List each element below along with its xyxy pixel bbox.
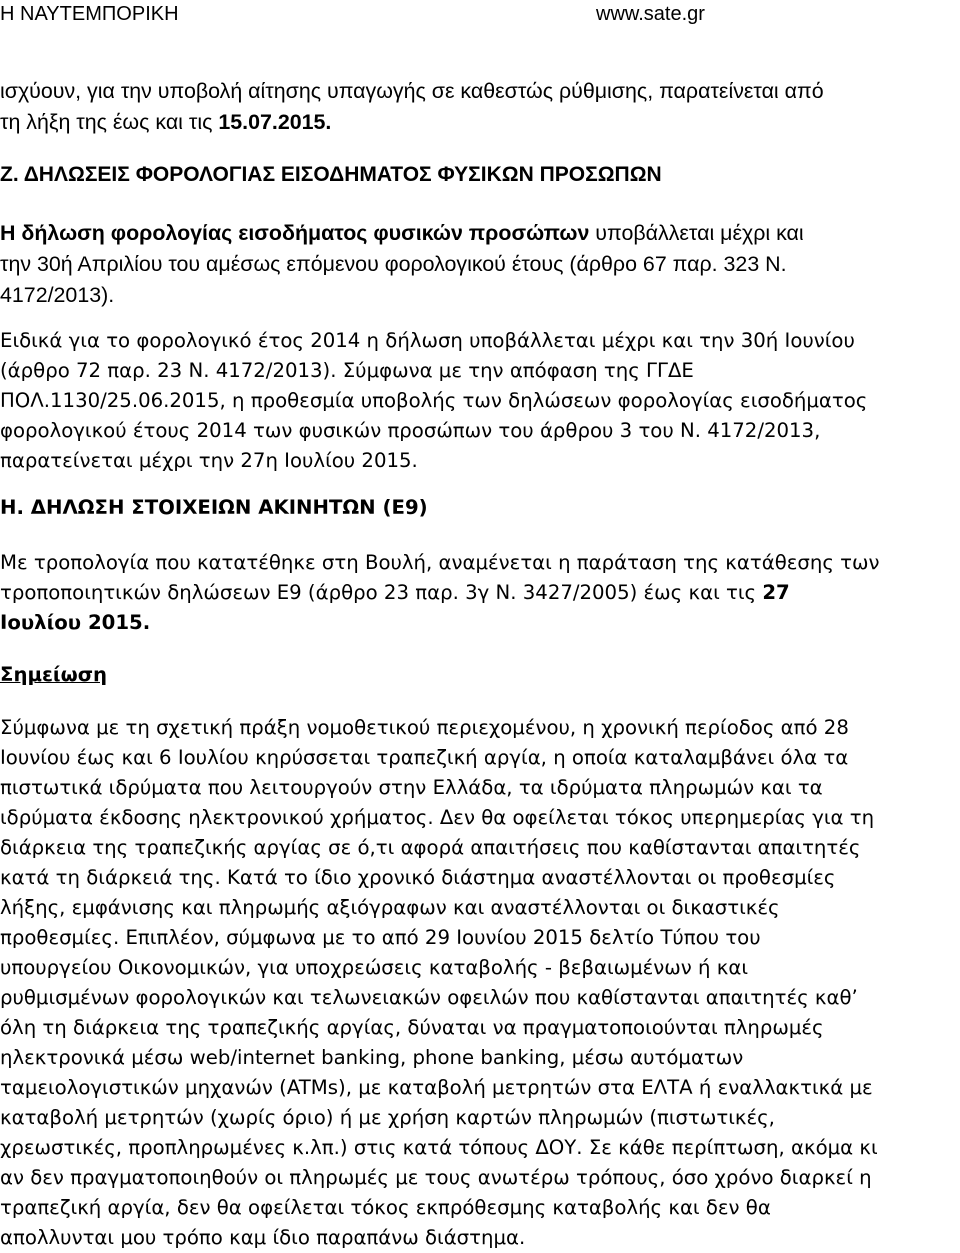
page-header <box>0 0 960 30</box>
text-line: καταβολή μετρητών (χωρίς όριο) ή με χρήση καρτών πληρωμών (πιστωτικές, <box>0 1106 775 1129</box>
paragraph-settlement-deadline <box>0 76 960 138</box>
section-heading-z: Ζ. ΔΗΛΩΣΕΙΣ ΦΟΡΟΛΟΓΙΑΣ ΕΙΣΟΔΗΜΑΤΟΣ ΦΥΣΙΚΩΝ ΠΡΟΣΩΠΩΝ <box>0 163 662 186</box>
text-span: τη λήξη της έως και τις <box>0 110 219 134</box>
deadline-day: 27 <box>762 581 790 604</box>
deadline-date: 15.07.2015. <box>218 110 332 134</box>
text-line: διάρκεια της τραπεζικής αργίας σε ό,τι αφορά απαιτήσεις που καθίστανται απαιτητές <box>0 836 861 859</box>
text-line: Σύμφωνα με τη σχετική πράξη νομοθετικού περιεχομένου, η χρονική περίοδος από 28 <box>0 716 849 739</box>
text-line: πιστωτικά ιδρύματα που λειτουργούν στην Ελλάδα, τα ιδρύματα πληρωμών και τα <box>0 776 823 799</box>
text-line <box>0 218 960 249</box>
text-line: ΠΟΛ.1130/25.06.2015, η προθεσμία υποβολής των δηλώσεων φορολογίας εισοδήματος <box>0 389 868 412</box>
text-line <box>0 578 960 608</box>
bold-phrase: Η δήλωση φορολογίας εισοδήματος φυσικών προσώπων <box>0 221 590 245</box>
text-line: υπουργείου Οικονομικών, για υποχρεώσεις καταβολής - βεβαιωμένων ή και <box>0 956 748 979</box>
text-line: την 30ή Απριλίου του αμέσως επόμενου φορολογικού έτους (άρθρο 67 παρ. 323 Ν. <box>0 252 787 276</box>
text-span: τροποποιητικών δηλώσεων Ε9 (άρθρο 23 παρ. 3γ Ν. 3427/2005) έως και τις <box>0 581 763 604</box>
text-line: τραπεζική αργία, δεν θα οφείλεται τόκος εκπρόθεσμης καταβολής και δεν θα <box>0 1196 771 1219</box>
publication-name: Η ΝΑΥΤΕΜΠΟΡΙΚΗ <box>0 3 179 25</box>
text-line: λήξης, εμφάνισης και πληρωμής αξιόγραφων και αναστέλλονται οι δικαστικές <box>0 896 780 919</box>
text-line: Ιουνίου έως και 6 Ιουλίου κηρύσσεται τραπεζική αργία, η οποία καταλαμβάνει όλα τα <box>0 746 849 769</box>
text-line: χρεωστικές, προπληρωμένες κ.λπ.) στις κατά τόπους ΔΟΥ. Σε κάθε περίπτωση, ακόμα κι <box>0 1136 878 1159</box>
text-line: κατά τη διάρκειά της. Κατά το ίδιο χρονικό διάστημα αναστέλλονται οι προθεσμίες <box>0 866 836 889</box>
paragraph-bank-holiday-note <box>0 713 960 1253</box>
text-line: (άρθρο 72 παρ. 23 Ν. 4172/2013). Σύμφωνα με την απόφαση της ΓΓΔΕ <box>0 359 694 382</box>
paragraph-2014-extension <box>0 326 960 476</box>
deadline-month-year: Ιουλίου 2015. <box>0 611 151 634</box>
text-line: ιδρύματα έκδοσης ηλεκτρονικού χρήματος. Δεν θα οφείλεται τόκος υπερημερίας για τη <box>0 806 875 829</box>
text-line: 4172/2013). <box>0 283 115 307</box>
text-span: υποβάλλεται μέχρι και <box>589 221 804 245</box>
text-line: Με τροπολογία που κατατέθηκε στη Βουλή, αναμένεται η παράταση της κατάθεσης των <box>0 551 880 574</box>
text-line: ισχύουν, για την υποβολή αίτησης υπαγωγής σε καθεστώς ρύθμισης, παρατείνεται από <box>0 79 824 103</box>
text-line: όλη τη διάρκεια της τραπεζικής αργίας, δύναται να πραγματοποιούνται πληρωμές <box>0 1016 824 1039</box>
text-line: ρυθμισμένων φορολογικών και τελωνειακών οφειλών που καθίστανται απαιτητές καθ’ <box>0 986 858 1009</box>
text-line: προθεσμίες. Επιπλέον, σύμφωνα με το από 29 Ιουνίου 2015 δελτίο Τύπου του <box>0 926 761 949</box>
paragraph-e9-extension <box>0 548 960 638</box>
text-line: παρατείνεται μέχρι την 27η Ιουλίου 2015. <box>0 449 418 472</box>
paragraph-income-tax-return <box>0 218 960 311</box>
site-url: www.sate.gr <box>596 3 705 25</box>
text-line: Ειδικά για το φορολογικό έτος 2014 η δήλωση υποβάλλεται μέχρι και την 30ή Ιουνίου <box>0 329 855 352</box>
text-line: ταμειολογιστικών μηχανών (ATMs), με καταβολή μετρητών στα ΕΛΤΑ ή εναλλακτικά με <box>0 1076 873 1099</box>
text-line: αν δεν πραγματοποιηθούν οι πληρωμές με τους ανωτέρω τρόπους, όσο χρόνο διαρκεί η <box>0 1166 872 1189</box>
text-line: ηλεκτρονικά μέσω web/internet banking, phone banking, μέσω αυτόματων <box>0 1046 744 1069</box>
text-line: απολλυνται μου τρόπο καμ ίδιο παραπάνω διάστημα. <box>0 1226 526 1249</box>
text-line <box>0 107 960 138</box>
note-heading: Σημείωση <box>0 663 108 686</box>
section-heading-h: Η. ΔΗΛΩΣΗ ΣΤΟΙΧΕΙΩΝ ΑΚΙΝΗΤΩΝ (Ε9) <box>0 496 428 519</box>
text-line: φορολογικού έτους 2014 των φυσικών προσώπων του άρθρου 3 του Ν. 4172/2013, <box>0 419 821 442</box>
